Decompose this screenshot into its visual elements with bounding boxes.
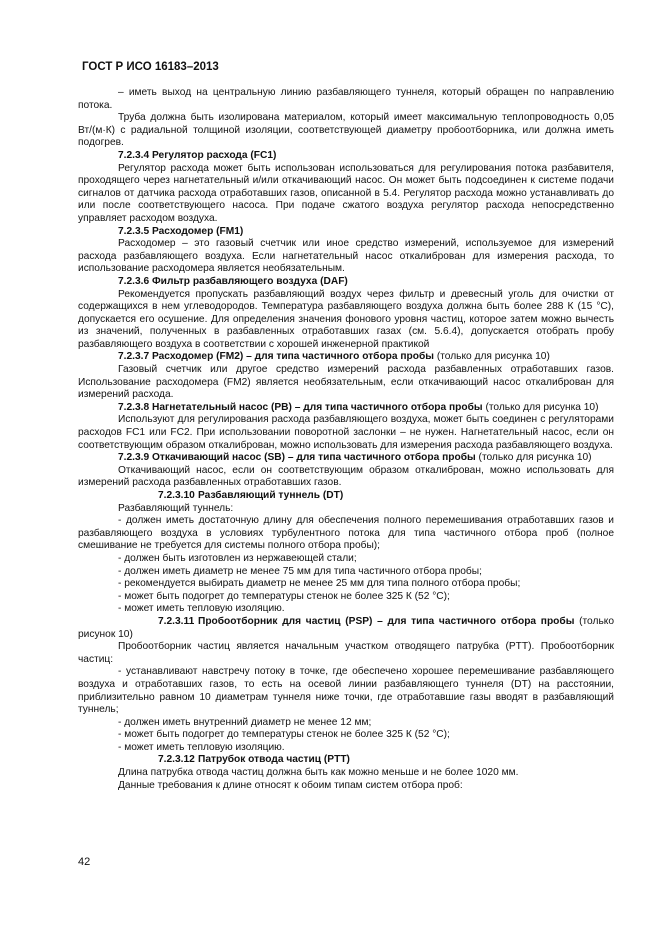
list-item: - должен быть изготовлен из нержавеющей стали; — [118, 552, 357, 564]
paragraph: Откачивающий насос, если он соответствующим образом откалиброван, можно использовать для измерений расхода разбавленных отработавших газов. — [78, 464, 614, 489]
section-heading: 7.2.3.6 Фильтр разбавляющего воздуха (DAF) — [118, 275, 348, 287]
page-number: 42 — [78, 856, 91, 868]
section-heading — [78, 616, 614, 641]
paragraph: Регулятор расхода может быть использован использоваться для регулирования потока разбавителя, проходящего через нагнетательный и/или откачивающий насос. Он может быть подсоединен к системе подачи сигналов от датчика расхода отработавших газов, описанной в 5.4. Регулятор расхода можно устанавливать до или после соответствующего насоса. При подаче сжатого воздуха регулятор расхода непосредственно управляет расходом воздуха. — [78, 162, 614, 224]
heading-note: (только для рисунка 10) — [434, 351, 550, 363]
paragraph: Используют для регулирования расхода разбавляющего воздуха, может быть соединен с регуляторами расходов FC1 или FC2. При использовании поворотной заслонки – не нужен. Нагнетательный насос, если он соответствующим образом откалиброван, можно использовать для измерения расхода разбавляющего воздуха. — [78, 414, 614, 451]
section-heading — [78, 402, 614, 415]
list-item: - может быть подогрет до температуры стенок не более 325 К (52 °С); — [118, 590, 450, 602]
paragraph: Разбавляющий туннель: — [118, 502, 234, 514]
heading-note: (только рисунок 10) — [78, 615, 614, 640]
list-item: - может быть подогрет до температуры стенок не более 325 К (52 °С); — [118, 729, 450, 741]
heading-note: (только для рисунка 10) — [482, 401, 599, 413]
heading-text: 7.2.3.7 Расходомер (FM2) – для типа частичного отбора пробы — [118, 351, 434, 363]
list-item: - может иметь тепловую изоляцию. — [118, 603, 285, 615]
heading-number: 7.2.3.10 — [158, 490, 195, 501]
paragraph: Пробоотборник частиц является начальным участком отводящего патрубка (PTT). Пробоотборник частиц: — [78, 641, 614, 665]
section-heading — [78, 452, 614, 465]
heading-text: 7.2.3.9 Откачивающий насос (SB) – для типа частичного отбора пробы — [118, 452, 476, 464]
section-heading — [78, 490, 614, 503]
paragraph: Длина патрубка отвода частиц должна быть как можно меньше и не более 1020 мм. — [118, 767, 519, 779]
section-heading: 7.2.3.4 Регулятор расхода (FC1) — [118, 149, 277, 161]
document-header: ГОСТ Р ИСО 16183–2013 — [82, 61, 219, 73]
heading-number: 7.2.3.12 — [158, 754, 195, 766]
section-heading — [78, 351, 614, 364]
paragraph: Труба должна быть изолирована материалом, который имеет максимальную теплопроводность 0,05 Вт/(м·К) с радиальной толщиной изоляции, соответствующей диаметру пробоотборника, или должна иметь подогрев. — [78, 112, 614, 149]
paragraph: Расходомер – это газовый счетчик или иное средство измерений, используемое для измерений расхода разбавляющего воздуха. Если нагнетательный насос откалиброван для измерения расхода, то использование расходомера является необязательным. — [78, 238, 614, 275]
list-item: - устанавливают навстречу потоку в точке, где обеспечено хорошее перемешивание разбавляющего воздуха и отработавших газов, то есть на осевой линии разбавляющего туннеля (DT) на расстоянии, приблизительно равном 10 диаметрам туннеля ниже точки, где отработавшие газы вводят в разбавляющий туннель; — [78, 666, 614, 716]
list-item: - рекомендуется выбирать диаметр не менее 25 мм для типа полного отбора пробы; — [118, 578, 521, 590]
heading-text: 7.2.3.8 Нагнетательный насос (PB) – для типа частичного отбора пробы — [118, 401, 483, 413]
paragraph: Рекомендуется пропускать разбавляющий воздух через фильтр и древесный уголь для очистки от содержащихся в нем углеводородов. Температура разбавляющего воздуха должна быть более 288 К (15 °С), допускается его осушение. Для определения значения фонового уровня частиц, которое затем можно вычесть из значений, полученных в разбавленных отработавших газах (см. 5.6.4), допускается отобрать пробу разбавляющего воздуха в соответствии с хорошей инженерной практикой — [78, 288, 614, 350]
paragraph: Данные требования к длине относят к обоим типам систем отбора проб: — [118, 779, 463, 791]
paragraph: Газовый счетчик или другое средство измерений расхода разбавленных отработавших газов. Использование расходомера (FM2) является необязательным, если откачивающий насос откалиброван для измерений расхода. — [78, 364, 614, 401]
list-item: - должен иметь внутренний диаметр не менее 12 мм; — [118, 716, 372, 728]
section-heading: 7.2.3.5 Расходомер (FM1) — [118, 225, 244, 237]
page-body — [78, 87, 614, 792]
paragraph: – иметь выход на центральную линию разбавляющего туннеля, который обращен по направлению потока. — [78, 87, 614, 111]
heading-number: 7.2.3.11 — [158, 615, 195, 627]
list-item: - должен иметь диаметр не менее 75 мм для типа частичного отбора пробы; — [118, 565, 482, 577]
heading-text: Пробоотборник для частиц (PSP) – для типа частичного отбора пробы — [198, 615, 575, 627]
list-item: - должен иметь достаточную длину для обеспечения полного перемешивания отработавших газов и разбавляющего воздуха в условиях турбулентного потока для типа частичного отбора проб (полное смешивание не требуется для системы полного отбора пробы); — [78, 515, 614, 552]
heading-text: Разбавляющий туннель (DT) — [198, 490, 344, 501]
heading-note: (только для рисунка 10) — [475, 452, 592, 464]
list-item: - может иметь тепловую изоляцию. — [118, 741, 285, 753]
heading-text: Патрубок отвода частиц (PTT) — [198, 754, 350, 766]
section-heading — [78, 754, 614, 767]
